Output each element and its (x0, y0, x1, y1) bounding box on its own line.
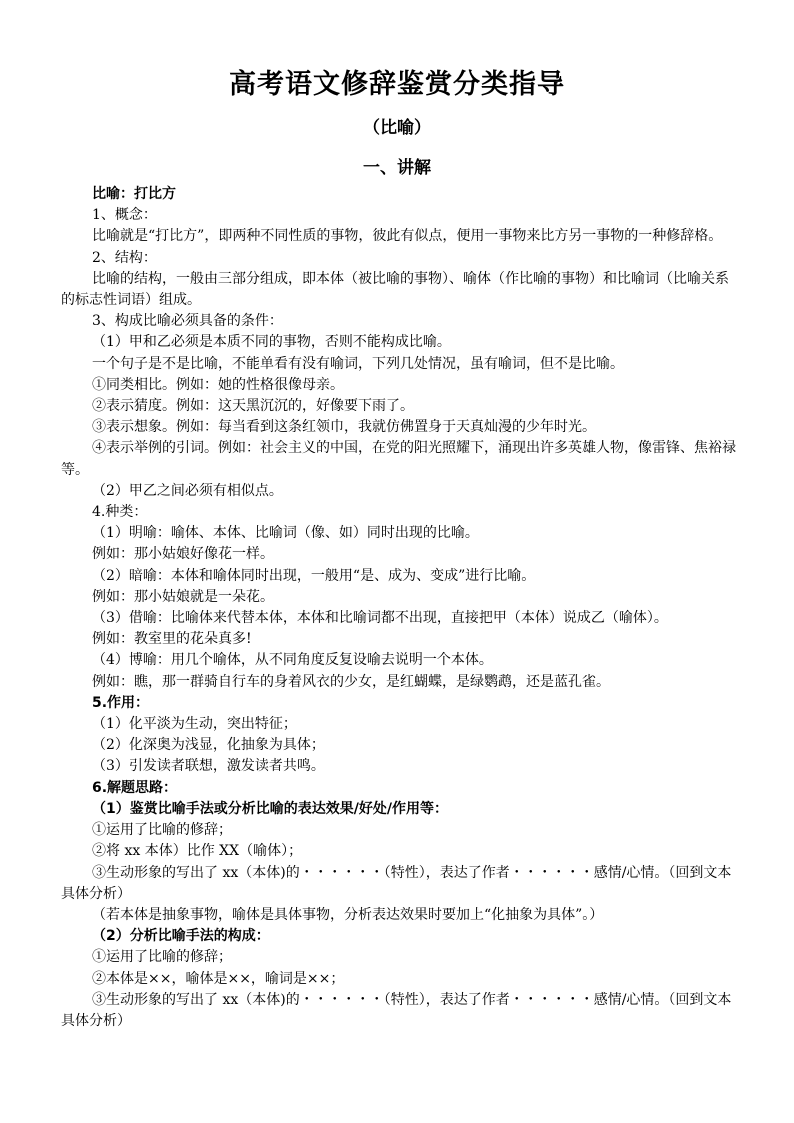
approach-1-note: （若本体是抽象事物，喻体是具体事物，分析表达效果时要加上“化抽象为具体”。） (92, 906, 604, 923)
topic-heading: 比喻：打比方 (92, 186, 176, 202)
document-title: 高考语文修辞鉴赏分类指导 (229, 69, 565, 100)
types-heading: 4.种类： (92, 504, 148, 521)
condition-2: （2）甲乙之间必须有相似点。 (92, 482, 283, 499)
type-borrowed-example: 例如：教室里的花朵真多! (92, 631, 252, 648)
approach-2-step-1: ①运用了比喻的修辞； (92, 949, 232, 966)
section-heading: 一、讲解 (363, 158, 431, 178)
type-extended: （4）博喻：用几个喻体，从不同角度反复设喻去说明一个本体。 (92, 652, 493, 669)
approach-1-step-3: ③生动形象的写出了 xx（本体)的・・・・・・（特性），表达了作者・・・・・・感情/心情。（回到文本具体分析） (61, 864, 732, 902)
approach-1-heading: （1）鉴赏比喻手法或分析比喻的表达效果/好处/作用等： (92, 800, 448, 817)
approach-1-step-2: ②将 xx 本体）比作 XX（喻体）； (92, 843, 303, 860)
structure-heading: 2、结构： (92, 249, 157, 266)
concept-heading: 1、概念： (92, 207, 157, 224)
approach-2-step-2: ②本体是××，喻体是××，喻词是××； (92, 970, 345, 987)
exception-1: ①同类相比。例如：她的性格很像母亲。 (92, 376, 344, 393)
condition-note: 一个句子是不是比喻，不能单看有没有喻词，下列几处情况，虽有喻词，但不是比喻。 (92, 355, 624, 372)
approach-1-step-1: ①运用了比喻的修辞； (92, 822, 232, 839)
approach-2-heading: （2）分析比喻手法的构成： (92, 928, 270, 945)
type-borrowed: （3）借喻：比喻体来代替本体，本体和比喻词都不出现，直接把甲（本体）说成乙（喻体）。 (92, 610, 668, 627)
function-heading: 5.作用： (92, 694, 150, 711)
function-1: （1）化平淡为生动，突出特征； (92, 716, 297, 733)
approach-2-step-3: ③生动形象的写出了 xx（本体)的・・・・・・（特性），表达了作者・・・・・・感情/心情。（回到文本具体分析） (61, 991, 732, 1029)
exception-3: ③表示想象。例如：每当看到这条红领巾，我就仿佛置身于天真灿漫的少年时光。 (92, 419, 596, 436)
condition-1: （1）甲和乙必须是本质不同的事物，否则不能构成比喻。 (92, 334, 451, 351)
function-2: （2）化深奥为浅显，化抽象为具体； (92, 737, 325, 754)
type-simile-example: 例如：那小姑娘好像花一样。 (92, 546, 274, 563)
document-subtitle: （比喻） (363, 118, 431, 138)
type-simile: （1）明喻：喻体、本体、比喻词（像、如）同时出现的比喻。 (92, 525, 479, 542)
document-body (61, 184, 736, 1032)
structure-text: 比喻的结构，一般由三部分组成，即本体（被比喻的事物）、喻体（作比喻的事物）和比喻词（比喻关系的标志性词语）组成。 (61, 270, 729, 309)
type-extended-example: 例如：瞧，那一群骑自行车的身着风衣的少女，是红蝴蝶，是绿鹦鹉，还是蓝孔雀。 (92, 673, 610, 690)
conditions-heading: 3、构成比喻必须具备的条件： (92, 313, 283, 330)
function-3: （3）引发读者联想，激发读者共鸣。 (92, 758, 325, 775)
approach-heading: 6.解题思路： (92, 779, 178, 796)
exception-4: ④表示举例的引词。例如：社会主义的中国，在党的阳光照耀下，涌现出许多英雄人物，像雷锋、焦裕禄等。 (61, 440, 736, 478)
concept-text: 比喻就是“打比方”，即两种不同性质的事物，彼此有似点，便用一事物来比方另一事物的一种修辞格。 (92, 228, 723, 245)
type-metaphor: （2）暗喻：本体和喻体同时出现，一般用“是、成为、变成”进行比喻。 (92, 567, 536, 584)
exception-2: ②表示猜度。例如：这天黑沉沉的，好像要下雨了。 (92, 398, 414, 415)
type-metaphor-example: 例如：那小姑娘就是一朵花。 (92, 588, 274, 605)
